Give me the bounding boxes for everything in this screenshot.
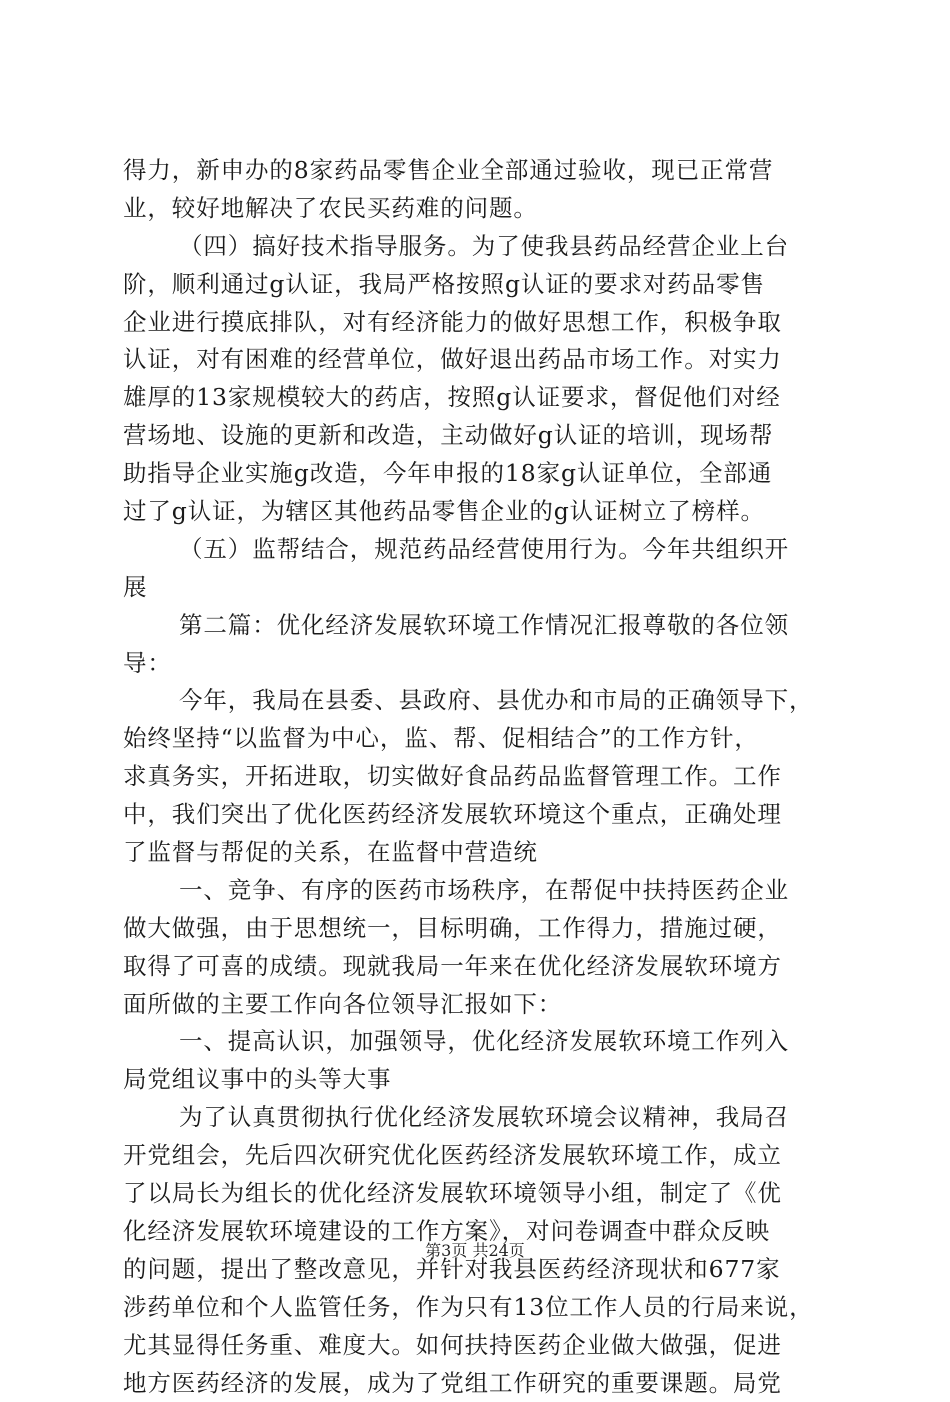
- text-line: 涉药单位和个人监管任务，作为只有13位工作人员的行局来说，: [123, 1289, 835, 1327]
- text-line: （四）搞好技术指导服务。为了使我县药品经营企业上台: [123, 228, 835, 266]
- text-line: 做大做强，由于思想统一，目标明确，工作得力，措施过硬，: [123, 910, 835, 948]
- text-line: 企业进行摸底排队，对有经济能力的做好思想工作，积极争取: [123, 304, 835, 342]
- text-line: 地方医药经济的发展，成为了党组工作研究的重要课题。局党: [123, 1365, 835, 1402]
- text-line: 营场地、设施的更新和改造，主动做好g认证的培训，现场帮: [123, 417, 835, 455]
- text-line: 面所做的主要工作向各位领导汇报如下：: [123, 986, 835, 1024]
- text-line: 第二篇：优化经济发展软环境工作情况汇报尊敬的各位领: [123, 607, 835, 645]
- text-line: 尤其显得任务重、难度大。如何扶持医药企业做大做强，促进: [123, 1327, 835, 1365]
- text-line: 阶，顺利通过g认证，我局严格按照g认证的要求对药品零售: [123, 266, 835, 304]
- text-line: 局党组议事中的头等大事: [123, 1061, 835, 1099]
- text-line: 始终坚持“以监督为中心，监、帮、促相结合”的工作方针，: [123, 720, 835, 758]
- text-line: 为了认真贯彻执行优化经济发展软环境会议精神，我局召: [123, 1099, 835, 1137]
- document-body: [123, 152, 835, 1402]
- text-line: 认证，对有困难的经营单位，做好退出药品市场工作。对实力: [123, 341, 835, 379]
- text-line: 化经济发展软环境建设的工作方案》，对问卷调查中群众反映: [123, 1213, 835, 1251]
- text-line: 得力，新申办的8家药品零售企业全部通过验收，现已正常营: [123, 152, 835, 190]
- text-line: 一、竞争、有序的医药市场秩序，在帮促中扶持医药企业: [123, 872, 835, 910]
- text-line: 雄厚的13家规模较大的药店，按照g认证要求，督促他们对经: [123, 379, 835, 417]
- text-line: 一、提高认识，加强领导，优化经济发展软环境工作列入: [123, 1023, 835, 1061]
- text-line: 了以局长为组长的优化经济发展软环境领导小组，制定了《优: [123, 1175, 835, 1213]
- text-line: 开党组会，先后四次研究优化医药经济发展软环境工作，成立: [123, 1137, 835, 1175]
- text-line: 的问题，提出了整改意见，并针对我县医药经济现状和677家: [123, 1251, 835, 1289]
- text-line: 业，较好地解决了农民买药难的问题。: [123, 190, 835, 228]
- text-line: 取得了可喜的成绩。现就我局一年来在优化经济发展软环境方: [123, 948, 835, 986]
- text-line: 导：: [123, 645, 835, 683]
- text-line: 过了g认证，为辖区其他药品零售企业的g认证树立了榜样。: [123, 493, 835, 531]
- text-line: 中，我们突出了优化医药经济发展软环境这个重点，正确处理: [123, 796, 835, 834]
- text-line: 了监督与帮促的关系，在监督中营造统: [123, 834, 835, 872]
- text-line: （五）监帮结合，规范药品经营使用行为。今年共组织开: [123, 531, 835, 569]
- text-line: 助指导企业实施g改造，今年申报的18家g认证单位，全部通: [123, 455, 835, 493]
- text-line: 今年，我局在县委、县政府、县优办和市局的正确领导下，: [123, 682, 835, 720]
- text-line: 求真务实，开拓进取，切实做好食品药品监督管理工作。工作: [123, 758, 835, 796]
- page-footer: 第3页 共24页: [0, 1240, 950, 1262]
- text-line: 展: [123, 569, 835, 607]
